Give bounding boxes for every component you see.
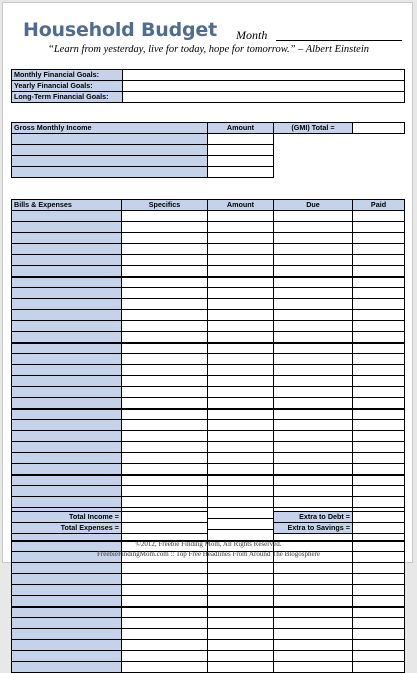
- bill-name-field[interactable]: [12, 618, 122, 629]
- due-field[interactable]: [274, 629, 353, 640]
- bill-name-field[interactable]: [12, 475, 122, 486]
- specifics-field[interactable]: [122, 376, 208, 387]
- due-field[interactable]: [274, 266, 353, 277]
- specifics-field[interactable]: [122, 420, 208, 431]
- paid-field[interactable]: [353, 354, 405, 365]
- monthly-goals-label: Monthly Financial Goals:: [12, 70, 123, 81]
- amount-field[interactable]: [208, 266, 274, 277]
- totals-table: [11, 511, 405, 534]
- table-row: [12, 629, 405, 640]
- amount-field[interactable]: [208, 321, 274, 332]
- due-field[interactable]: [274, 563, 353, 574]
- bill-name-field[interactable]: [12, 332, 122, 343]
- specifics-field[interactable]: [122, 266, 208, 277]
- specifics-field[interactable]: [122, 211, 208, 222]
- paid-field[interactable]: [353, 475, 405, 486]
- due-field[interactable]: [274, 343, 353, 354]
- total-expenses-field[interactable]: [122, 523, 208, 534]
- goals-table: [11, 69, 405, 103]
- paid-field[interactable]: [353, 310, 405, 321]
- specifics-field[interactable]: [122, 453, 208, 464]
- income-amount-header: Amount: [208, 123, 274, 134]
- paid-field[interactable]: [353, 365, 405, 376]
- paid-field[interactable]: [353, 420, 405, 431]
- due-field[interactable]: [274, 651, 353, 662]
- bill-name-field[interactable]: [12, 574, 122, 585]
- paid-field[interactable]: [353, 222, 405, 233]
- amount-field[interactable]: [208, 398, 274, 409]
- amount-field[interactable]: [208, 662, 274, 673]
- bill-name-field[interactable]: [12, 398, 122, 409]
- due-field[interactable]: [274, 332, 353, 343]
- paid-field[interactable]: [353, 607, 405, 618]
- bills-header: Bills & Expenses: [12, 200, 122, 211]
- amount-field[interactable]: [208, 332, 274, 343]
- gmi-total-label: (GMI) Total =: [274, 123, 353, 134]
- due-field[interactable]: [274, 321, 353, 332]
- due-field[interactable]: [274, 222, 353, 233]
- table-row: [12, 255, 405, 266]
- specifics-field[interactable]: [122, 387, 208, 398]
- paid-field[interactable]: [353, 343, 405, 354]
- specifics-field[interactable]: [122, 497, 208, 508]
- table-row: [12, 387, 405, 398]
- yearly-goals-field[interactable]: [123, 81, 405, 92]
- paid-field[interactable]: [353, 332, 405, 343]
- bill-name-field[interactable]: [12, 222, 122, 233]
- table-row: [12, 596, 405, 607]
- specifics-field[interactable]: [122, 288, 208, 299]
- bill-name-field[interactable]: [12, 321, 122, 332]
- table-row: [12, 486, 405, 497]
- monthly-goals-field[interactable]: [123, 70, 405, 81]
- bill-name-field[interactable]: [12, 497, 122, 508]
- bill-name-field[interactable]: [12, 629, 122, 640]
- amount-field[interactable]: [208, 618, 274, 629]
- specifics-field[interactable]: [122, 244, 208, 255]
- bill-name-field[interactable]: [12, 651, 122, 662]
- paid-field[interactable]: [353, 299, 405, 310]
- due-field[interactable]: [274, 299, 353, 310]
- specifics-field[interactable]: [122, 607, 208, 618]
- specifics-header: Specifics: [122, 200, 208, 211]
- paid-field[interactable]: [353, 651, 405, 662]
- bill-name-field[interactable]: [12, 244, 122, 255]
- specifics-field[interactable]: [122, 343, 208, 354]
- bill-name-field[interactable]: [12, 255, 122, 266]
- amount-field[interactable]: [208, 607, 274, 618]
- due-field[interactable]: [274, 233, 353, 244]
- table-row: [12, 354, 405, 365]
- due-field[interactable]: [274, 420, 353, 431]
- bills-table: [11, 199, 405, 673]
- specifics-field[interactable]: [122, 662, 208, 673]
- paid-field[interactable]: [353, 288, 405, 299]
- table-row: [12, 453, 405, 464]
- bill-name-field[interactable]: [12, 365, 122, 376]
- amount-field[interactable]: [208, 310, 274, 321]
- specifics-field[interactable]: [122, 431, 208, 442]
- due-field[interactable]: [274, 387, 353, 398]
- due-field[interactable]: [274, 310, 353, 321]
- amount-field[interactable]: [208, 299, 274, 310]
- table-row: [12, 211, 405, 222]
- paid-field[interactable]: [353, 453, 405, 464]
- table-row: [12, 222, 405, 233]
- paid-field[interactable]: [353, 442, 405, 453]
- paid-field[interactable]: [353, 266, 405, 277]
- table-row: [12, 662, 405, 673]
- paid-field[interactable]: [353, 244, 405, 255]
- specifics-field[interactable]: [122, 464, 208, 475]
- bill-name-field[interactable]: [12, 233, 122, 244]
- bill-name-field[interactable]: [12, 310, 122, 321]
- income-amount-field[interactable]: [208, 134, 274, 145]
- paid-field[interactable]: [353, 255, 405, 266]
- table-row: [12, 332, 405, 343]
- amount-field[interactable]: [208, 585, 274, 596]
- due-field[interactable]: [274, 585, 353, 596]
- due-field[interactable]: [274, 277, 353, 288]
- amount-field[interactable]: [208, 277, 274, 288]
- total-income-field[interactable]: [122, 512, 208, 523]
- total-income-label: Total Income =: [12, 512, 122, 523]
- table-row: [12, 574, 405, 585]
- specifics-field[interactable]: [122, 332, 208, 343]
- specifics-field[interactable]: [122, 398, 208, 409]
- due-field[interactable]: [274, 662, 353, 673]
- due-field[interactable]: [274, 453, 353, 464]
- bill-name-field[interactable]: [12, 409, 122, 420]
- bill-name-field[interactable]: [12, 596, 122, 607]
- table-row: [12, 420, 405, 431]
- specifics-field[interactable]: [122, 409, 208, 420]
- due-field[interactable]: [274, 354, 353, 365]
- paid-field[interactable]: [353, 574, 405, 585]
- bill-name-field[interactable]: [12, 420, 122, 431]
- bill-name-field[interactable]: [12, 442, 122, 453]
- amount-field[interactable]: [208, 354, 274, 365]
- due-field[interactable]: [274, 497, 353, 508]
- bill-name-field[interactable]: [12, 288, 122, 299]
- specifics-field[interactable]: [122, 222, 208, 233]
- specifics-field[interactable]: [122, 486, 208, 497]
- income-amount-field[interactable]: [208, 167, 274, 178]
- paid-field[interactable]: [353, 211, 405, 222]
- table-row: [12, 651, 405, 662]
- specifics-field[interactable]: [122, 354, 208, 365]
- specifics-field[interactable]: [122, 563, 208, 574]
- bill-name-field[interactable]: [12, 453, 122, 464]
- specifics-field[interactable]: [122, 233, 208, 244]
- bill-name-field[interactable]: [12, 387, 122, 398]
- income-amount-field[interactable]: [208, 156, 274, 167]
- amount-field[interactable]: [208, 497, 274, 508]
- table-row: [12, 618, 405, 629]
- specifics-field[interactable]: [122, 299, 208, 310]
- due-field[interactable]: [274, 244, 353, 255]
- amount-field[interactable]: [208, 431, 274, 442]
- due-field[interactable]: [274, 255, 353, 266]
- paid-field[interactable]: [353, 233, 405, 244]
- table-row: [12, 409, 405, 420]
- paid-field[interactable]: [353, 486, 405, 497]
- table-row: [12, 299, 405, 310]
- due-field[interactable]: [274, 376, 353, 387]
- bill-name-field[interactable]: [12, 563, 122, 574]
- bill-name-field[interactable]: [12, 486, 122, 497]
- table-row: [12, 475, 405, 486]
- paid-field[interactable]: [353, 585, 405, 596]
- table-row: [12, 585, 405, 596]
- bill-name-field[interactable]: [12, 211, 122, 222]
- due-field[interactable]: [274, 211, 353, 222]
- amount-field[interactable]: [208, 233, 274, 244]
- income-header: Gross Monthly Income: [12, 123, 208, 134]
- due-field[interactable]: [274, 640, 353, 651]
- amount-field[interactable]: [208, 387, 274, 398]
- amount-field[interactable]: [208, 442, 274, 453]
- paid-field[interactable]: [353, 409, 405, 420]
- total-expenses-label: Total Expenses =: [12, 523, 122, 534]
- page-title: Household Budget: [23, 19, 217, 41]
- paid-field[interactable]: [353, 596, 405, 607]
- amount-field[interactable]: [208, 563, 274, 574]
- amount-field[interactable]: [208, 453, 274, 464]
- month-label: Month: [236, 28, 268, 42]
- amount-field[interactable]: [208, 222, 274, 233]
- amount-field[interactable]: [208, 651, 274, 662]
- table-row: [12, 233, 405, 244]
- amount-field[interactable]: [208, 409, 274, 420]
- table-row: [12, 288, 405, 299]
- table-row: [12, 398, 405, 409]
- table-row: [12, 365, 405, 376]
- bill-name-field[interactable]: [12, 607, 122, 618]
- extra-savings-label: Extra to Savings =: [274, 523, 353, 534]
- extra-debt-field[interactable]: [353, 512, 405, 523]
- amount-field[interactable]: [208, 420, 274, 431]
- table-row: [12, 563, 405, 574]
- bill-name-field[interactable]: [12, 277, 122, 288]
- long-term-goals-label: Long-Term Financial Goals:: [12, 92, 123, 103]
- paid-field[interactable]: [353, 497, 405, 508]
- bill-name-field[interactable]: [12, 640, 122, 651]
- amount-field[interactable]: [208, 640, 274, 651]
- bill-name-field[interactable]: [12, 343, 122, 354]
- month-field[interactable]: [276, 40, 402, 41]
- footer-copyright: ©2012, Freebie Finding Mom, All Rights Reserved.: [135, 540, 282, 548]
- due-field[interactable]: [274, 464, 353, 475]
- paid-field[interactable]: [353, 321, 405, 332]
- table-row: [12, 640, 405, 651]
- table-row: [12, 442, 405, 453]
- bill-name-field[interactable]: [12, 585, 122, 596]
- bill-name-field[interactable]: [12, 354, 122, 365]
- amount-field[interactable]: [208, 288, 274, 299]
- paid-field[interactable]: [353, 640, 405, 651]
- due-header: Due: [274, 200, 353, 211]
- due-field[interactable]: [274, 398, 353, 409]
- specifics-field[interactable]: [122, 640, 208, 651]
- amount-field[interactable]: [208, 629, 274, 640]
- bill-name-field[interactable]: [12, 376, 122, 387]
- specifics-field[interactable]: [122, 442, 208, 453]
- specifics-field[interactable]: [122, 618, 208, 629]
- paid-field[interactable]: [353, 431, 405, 442]
- specifics-field[interactable]: [122, 651, 208, 662]
- amount-field[interactable]: [208, 574, 274, 585]
- amount-field[interactable]: [208, 255, 274, 266]
- specifics-field[interactable]: [122, 629, 208, 640]
- specifics-field[interactable]: [122, 574, 208, 585]
- amount-field[interactable]: [208, 211, 274, 222]
- paid-field[interactable]: [353, 629, 405, 640]
- bill-name-field[interactable]: [12, 266, 122, 277]
- specifics-field[interactable]: [122, 255, 208, 266]
- paid-field[interactable]: [353, 398, 405, 409]
- long-term-goals-field[interactable]: [123, 92, 405, 103]
- due-field[interactable]: [274, 486, 353, 497]
- table-row: [12, 497, 405, 508]
- specifics-field[interactable]: [122, 475, 208, 486]
- income-table: [11, 122, 405, 178]
- bill-name-field[interactable]: [12, 464, 122, 475]
- bill-name-field[interactable]: [12, 431, 122, 442]
- table-row: [12, 266, 405, 277]
- paid-header: Paid: [353, 200, 405, 211]
- amount-field[interactable]: [208, 475, 274, 486]
- extra-savings-field[interactable]: [353, 523, 405, 534]
- income-source-field[interactable]: [12, 145, 208, 156]
- specifics-field[interactable]: [122, 585, 208, 596]
- amount-field[interactable]: [208, 464, 274, 475]
- paid-field[interactable]: [353, 662, 405, 673]
- amount-field[interactable]: [208, 244, 274, 255]
- bill-name-field[interactable]: [12, 299, 122, 310]
- amount-field[interactable]: [208, 486, 274, 497]
- bill-name-field[interactable]: [12, 662, 122, 673]
- amount-field[interactable]: [208, 376, 274, 387]
- table-row: [12, 464, 405, 475]
- income-source-field[interactable]: [12, 156, 208, 167]
- specifics-field[interactable]: [122, 310, 208, 321]
- income-source-field[interactable]: [12, 167, 208, 178]
- specifics-field[interactable]: [122, 321, 208, 332]
- amount-field[interactable]: [208, 596, 274, 607]
- amount-field[interactable]: [208, 365, 274, 376]
- paid-field[interactable]: [353, 376, 405, 387]
- table-row: [12, 244, 405, 255]
- due-field[interactable]: [274, 365, 353, 376]
- gmi-total-field[interactable]: [353, 123, 405, 134]
- budget-worksheet: [2, 2, 413, 563]
- due-field[interactable]: [274, 596, 353, 607]
- footer-site: FreebieFindingMom.com :: Top Free Headlines From Around The Blogosphere: [96, 550, 321, 558]
- specifics-field[interactable]: [122, 277, 208, 288]
- table-row: [12, 607, 405, 618]
- paid-field[interactable]: [353, 618, 405, 629]
- table-row: [12, 277, 405, 288]
- paid-field[interactable]: [353, 563, 405, 574]
- income-amount-field[interactable]: [208, 145, 274, 156]
- income-source-field[interactable]: [12, 134, 208, 145]
- table-row: [12, 343, 405, 354]
- paid-field[interactable]: [353, 387, 405, 398]
- amount-header: Amount: [208, 200, 274, 211]
- due-field[interactable]: [274, 442, 353, 453]
- table-row: [12, 321, 405, 332]
- amount-field[interactable]: [208, 343, 274, 354]
- quote: “Learn from yesterday, live for today, hope for tomorrow.” – Albert Einstein: [47, 44, 370, 55]
- table-row: [12, 376, 405, 387]
- table-row: [12, 431, 405, 442]
- extra-debt-label: Extra to Debt =: [274, 512, 353, 523]
- due-field[interactable]: [274, 288, 353, 299]
- yearly-goals-label: Yearly Financial Goals:: [12, 81, 123, 92]
- due-field[interactable]: [274, 574, 353, 585]
- specifics-field[interactable]: [122, 596, 208, 607]
- table-row: [12, 310, 405, 321]
- paid-field[interactable]: [353, 277, 405, 288]
- due-field[interactable]: [274, 618, 353, 629]
- specifics-field[interactable]: [122, 365, 208, 376]
- due-field[interactable]: [274, 409, 353, 420]
- due-field[interactable]: [274, 431, 353, 442]
- paid-field[interactable]: [353, 464, 405, 475]
- due-field[interactable]: [274, 475, 353, 486]
- due-field[interactable]: [274, 607, 353, 618]
